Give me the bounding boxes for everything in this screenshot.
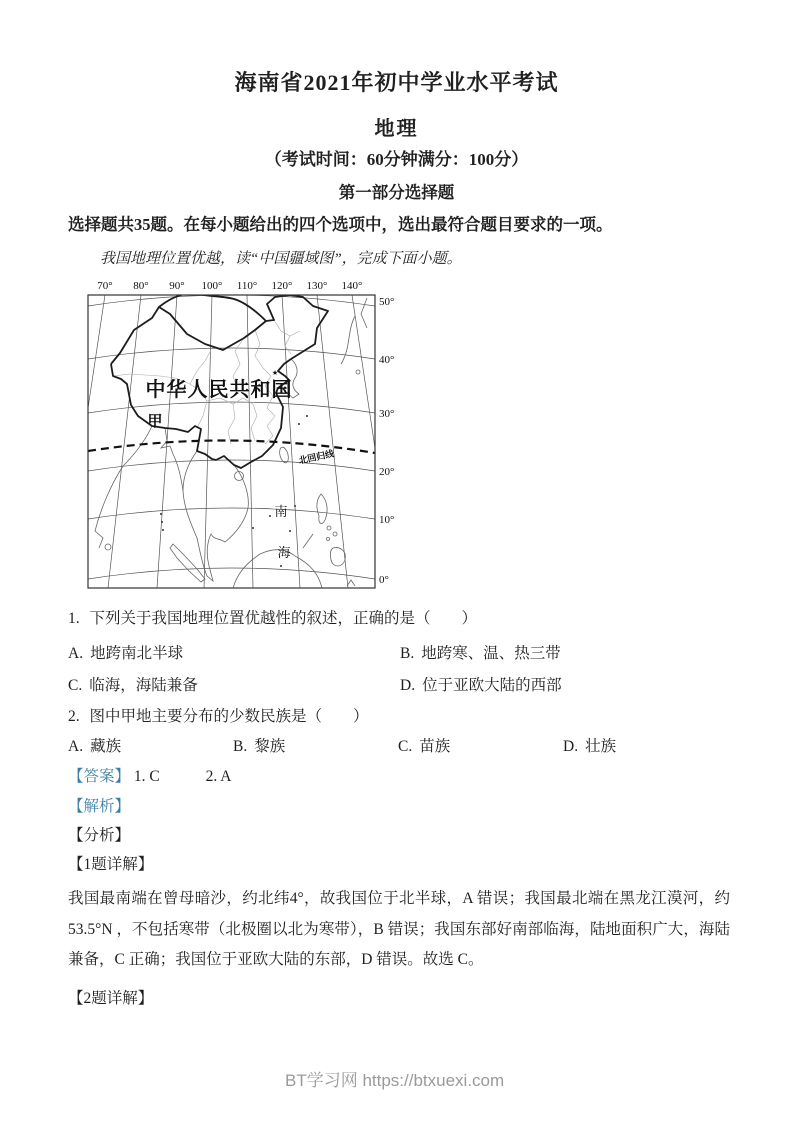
option-1d (400, 673, 562, 695)
option-1c-text: 临海，海陆兼备 (89, 677, 198, 694)
lat-tick: 30° (379, 408, 395, 420)
subject-title: 地理 (374, 118, 419, 140)
map-labels (97, 280, 394, 586)
china-territory-map (85, 276, 395, 594)
detail-2-label: 【2题详解】 (68, 990, 154, 1007)
region-jia-marker: 甲 (147, 414, 163, 430)
option-1a (68, 641, 400, 663)
tropic-of-cancer-label: 北回归线 (297, 448, 336, 466)
option-2b-label: B. (233, 738, 248, 755)
option-1b-label: B. (400, 645, 415, 662)
lat-tick: 40° (379, 354, 395, 366)
option-2d-label: D. (563, 738, 579, 755)
question-2 (68, 704, 728, 726)
country-name-label: 中华人民共和国 (145, 379, 293, 401)
option-2c-label: C. (398, 738, 413, 755)
question-1-options-row-1 (68, 641, 728, 663)
option-2c (398, 734, 563, 756)
question-2-text: 图中甲地主要分布的少数民族是（ ） (89, 708, 369, 725)
fenxi-label: 【分析】 (68, 827, 131, 844)
lat-tick: 20° (379, 466, 395, 478)
lon-tick: 80° (133, 280, 149, 292)
option-2a-label: A. (68, 738, 84, 755)
question-2-number: 2. (68, 708, 80, 725)
option-2c-text: 苗族 (419, 738, 451, 755)
answer-1-value: 1. C (133, 768, 160, 785)
footer-site-link[interactable]: BT学习网 https://btxuexi.com (285, 1071, 505, 1090)
option-2a (68, 734, 233, 756)
option-2b (233, 734, 398, 756)
lon-tick: 140° (341, 280, 363, 292)
lat-tick: 10° (379, 514, 395, 526)
option-1a-text: 地跨南北半球 (90, 645, 184, 662)
question-2-options-row (68, 734, 728, 756)
lon-tick: 90° (169, 280, 185, 292)
option-1d-label: D. (400, 677, 416, 694)
lon-tick: 70° (97, 280, 113, 292)
option-1d-text: 位于亚欧大陆的西部 (422, 677, 562, 694)
lat-tick: 0° (379, 574, 389, 586)
lon-tick: 120° (271, 280, 293, 292)
answer-2-value: 2. A (205, 768, 232, 785)
lat-tick: 50° (379, 296, 395, 308)
question-1-text: 下列关于我国地理位置优越性的叙述，正确的是（ ） (89, 610, 478, 627)
question-1-options-row-2 (68, 673, 728, 695)
option-2d (563, 734, 728, 756)
option-1c (68, 673, 400, 695)
option-2d-text: 壮族 (585, 738, 617, 755)
lon-tick: 100° (201, 280, 223, 292)
lon-tick: 110° (236, 280, 258, 292)
instructions: 选择题共35题。在每小题给出的四个选项中，选出最符合题目要求的一项。 (68, 215, 613, 234)
detail-1-explanation: 我国最南端在曾母暗沙，约北纬4°，故我国位于北半球，A 错误；我国最北端在黑龙江漠河，约 53.5°N ，不包括寒带（北极圈以北为寒带），B 错误；我国东部好南部临海，陆地面积广大，海陆兼备，C 正确；我国位于亚欧大陆的东部，D 错误。故选 C。 (68, 890, 730, 968)
exam-info: （考试时间：60分钟满分：100分） (264, 150, 529, 169)
option-1a-label: A. (68, 645, 84, 662)
jiexi-label: 【解析】 (68, 798, 131, 815)
south-sea-label-1: 南 (274, 504, 288, 519)
answer-label: 【答案】 (68, 768, 131, 785)
capital-star-icon: ★ (271, 369, 279, 377)
passage-intro: 我国地理位置优越，读“中国疆域图”，完成下面小题。 (100, 251, 462, 267)
question-1 (68, 606, 728, 628)
south-sea-label-2: 海 (277, 545, 291, 560)
answer-line (68, 764, 231, 786)
page-title: 海南省2021年初中学业水平考试 (234, 70, 559, 95)
option-2a-text: 藏族 (90, 738, 122, 755)
lon-tick: 130° (306, 280, 328, 292)
option-1b-text: 地跨寒、温、热三带 (421, 645, 561, 662)
china-map-figure (85, 276, 395, 599)
option-1b (400, 641, 561, 663)
question-1-number: 1. (68, 610, 80, 627)
option-1c-label: C. (68, 677, 83, 694)
section-title: 第一部分选择题 (338, 183, 455, 202)
option-2b-text: 黎族 (254, 738, 286, 755)
detail-1-label: 【1题详解】 (68, 856, 154, 873)
